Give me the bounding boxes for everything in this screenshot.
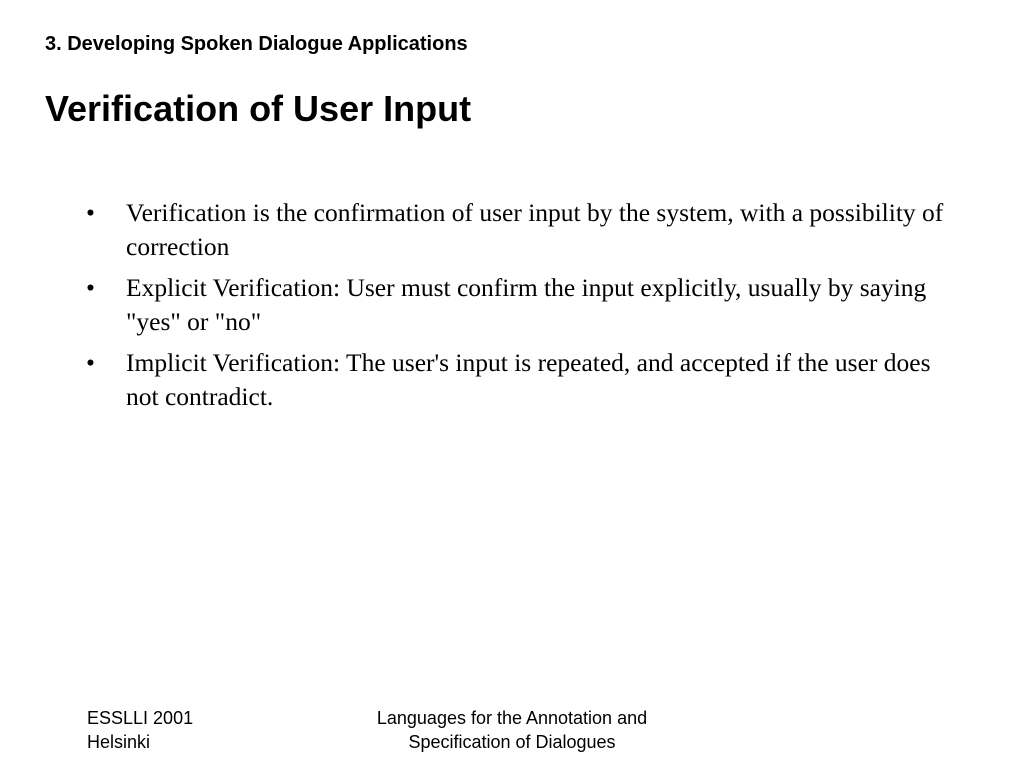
- bullet-text: Implicit Verification: The user's input is repeated, and accepted if the user does not contradict.: [126, 348, 931, 411]
- bullet-marker: •: [86, 348, 95, 377]
- bullet-marker: •: [86, 273, 95, 302]
- bullet-item: [86, 271, 956, 339]
- footer-course-title-line2: Specification of Dialogues: [408, 732, 616, 752]
- bullet-item: [86, 346, 956, 414]
- bullet-marker: •: [86, 198, 95, 227]
- footer-course-title: [331, 706, 693, 754]
- bullet-list: [86, 196, 956, 421]
- slide-title: Verification of User Input: [45, 88, 472, 129]
- footer-event-location: Helsinki: [87, 732, 151, 752]
- footer-course-title-line1: Languages for the Annotation and: [376, 708, 648, 728]
- footer-event-info: [87, 706, 193, 754]
- section-header: 3. Developing Spoken Dialogue Applications: [45, 33, 468, 55]
- bullet-text: Explicit Verification: User must confirm the input explicitly, usually by saying "yes" or "no": [126, 273, 927, 336]
- bullet-text: Verification is the confirmation of user input by the system, with a possibility of correction: [126, 198, 944, 261]
- footer-event-name: ESSLLI 2001: [87, 708, 194, 728]
- bullet-item: [86, 196, 956, 264]
